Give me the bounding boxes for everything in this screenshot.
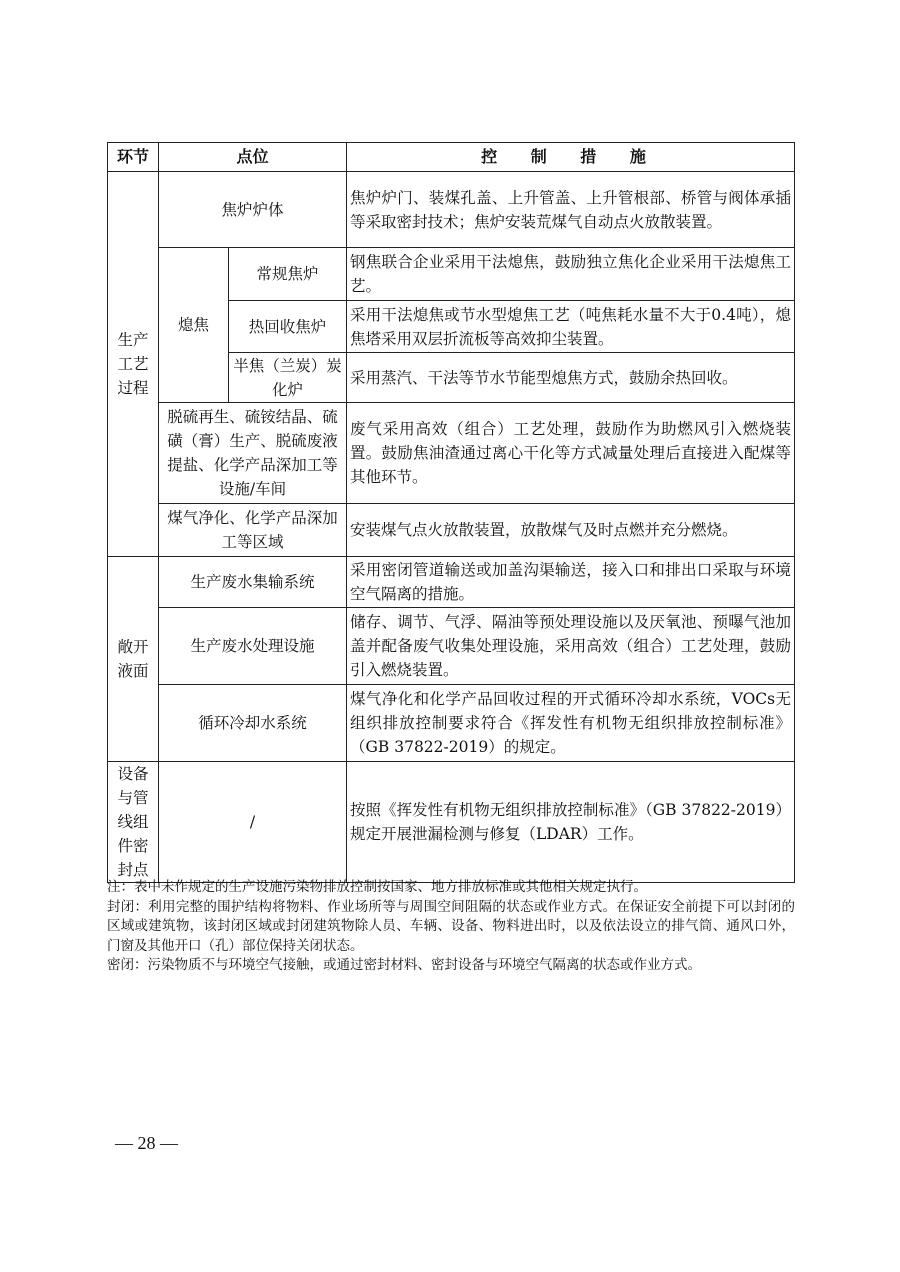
sub-point-cell: 半焦（兰炭）炭化炉 bbox=[229, 353, 347, 403]
table-row bbox=[108, 762, 795, 883]
header-point: 点位 bbox=[159, 143, 347, 172]
measure-cell: 采用干法熄焦或节水型熄焦工艺（吨焦耗水量不大于0.4吨），熄焦塔采用双层折流板等高效抑尘装置。 bbox=[347, 301, 795, 353]
table-row bbox=[108, 248, 795, 301]
point-cell: 煤气净化、化学产品深加工等区域 bbox=[159, 504, 347, 557]
page-number: — 28 — bbox=[115, 1133, 178, 1153]
point-cell: 焦炉炉体 bbox=[159, 172, 347, 248]
point-cell: / bbox=[159, 762, 347, 883]
group-cell: 熄焦 bbox=[159, 248, 229, 403]
note-general: 注：表中未作规定的生产设施污染物排放控制按国家、地方排放标准或其他相关规定执行。 bbox=[107, 879, 647, 895]
measure-cell: 储存、调节、气浮、隔油等预处理设施以及厌氧池、预曝气池加盖并配备废气收集处理设施，采用高效（组合）工艺处理，鼓励引入燃烧装置。 bbox=[347, 608, 795, 685]
table-row bbox=[108, 685, 795, 762]
measure-cell: 废气采用高效（组合）工艺处理，鼓励作为助燃风引入燃烧装置。鼓励焦油渣通过离心干化等方式减量处理后直接进入配煤等其他环节。 bbox=[347, 403, 795, 504]
measure-cell: 安装煤气点火放散装置，放散煤气及时点燃并充分燃烧。 bbox=[347, 504, 795, 557]
sub-point-cell: 热回收焦炉 bbox=[229, 301, 347, 353]
point-cell: 循环冷却水系统 bbox=[159, 685, 347, 762]
table-header-row bbox=[108, 143, 795, 172]
stage-cell: 设备与管线组件密封点 bbox=[108, 762, 159, 883]
point-cell: 生产废水处理设施 bbox=[159, 608, 347, 685]
measure-cell: 焦炉炉门、装煤孔盖、上升管盖、上升管根部、桥管与阀体承插等采取密封技术；焦炉安装荒煤气自动点火放散装置。 bbox=[347, 172, 795, 248]
measure-cell: 钢焦联合企业采用干法熄焦，鼓励独立焦化企业采用干法熄焦工艺。 bbox=[347, 248, 795, 301]
table-row bbox=[108, 403, 795, 504]
note-enclosed: 封闭：利用完整的围护结构将物料、作业场所等与周围空间阻隔的状态或作业方式。在保证安全前提下可以封闭的区域或建筑物，该封闭区域或封闭建筑物除人员、车辆、设备、物料进出时，以及依法设立的排气筒、通风口外，门窗及其他开口（孔）部位保持关闭状态。 bbox=[107, 898, 795, 954]
sub-point-cell: 常规焦炉 bbox=[229, 248, 347, 301]
header-stage: 环节 bbox=[108, 143, 159, 172]
table-notes bbox=[107, 878, 795, 976]
table-row bbox=[108, 504, 795, 557]
measure-cell: 采用密闭管道输送或加盖沟渠输送，接入口和排出口采取与环境空气隔离的措施。 bbox=[347, 557, 795, 608]
table-row bbox=[108, 557, 795, 608]
control-measures-table bbox=[107, 142, 795, 883]
note-sealed: 密闭：污染物质不与环境空气接触，或通过密封材料、密封设备与环境空气隔离的状态或作业方式。 bbox=[107, 957, 701, 973]
stage-cell: 生产工艺过程 bbox=[108, 172, 159, 557]
point-cell: 生产废水集输系统 bbox=[159, 557, 347, 608]
table-row bbox=[108, 172, 795, 248]
measure-cell: 煤气净化和化学产品回收过程的开式循环冷却水系统，VOCs无组织排放控制要求符合《挥发性有机物无组织排放控制标准》（GB 37822-2019）的规定。 bbox=[347, 685, 795, 762]
stage-cell: 敞开液面 bbox=[108, 557, 159, 762]
point-cell: 脱硫再生、硫铵结晶、硫磺（膏）生产、脱硫废液提盐、化学产品深加工等设施/车间 bbox=[159, 403, 347, 504]
measure-cell: 按照《挥发性有机物无组织排放控制标准》（GB 37822-2019）规定开展泄漏检测与修复（LDAR）工作。 bbox=[347, 762, 795, 883]
header-measure: 控 制 措 施 bbox=[347, 143, 795, 172]
table-row bbox=[108, 608, 795, 685]
measure-cell: 采用蒸汽、干法等节水节能型熄焦方式，鼓励余热回收。 bbox=[347, 353, 795, 403]
